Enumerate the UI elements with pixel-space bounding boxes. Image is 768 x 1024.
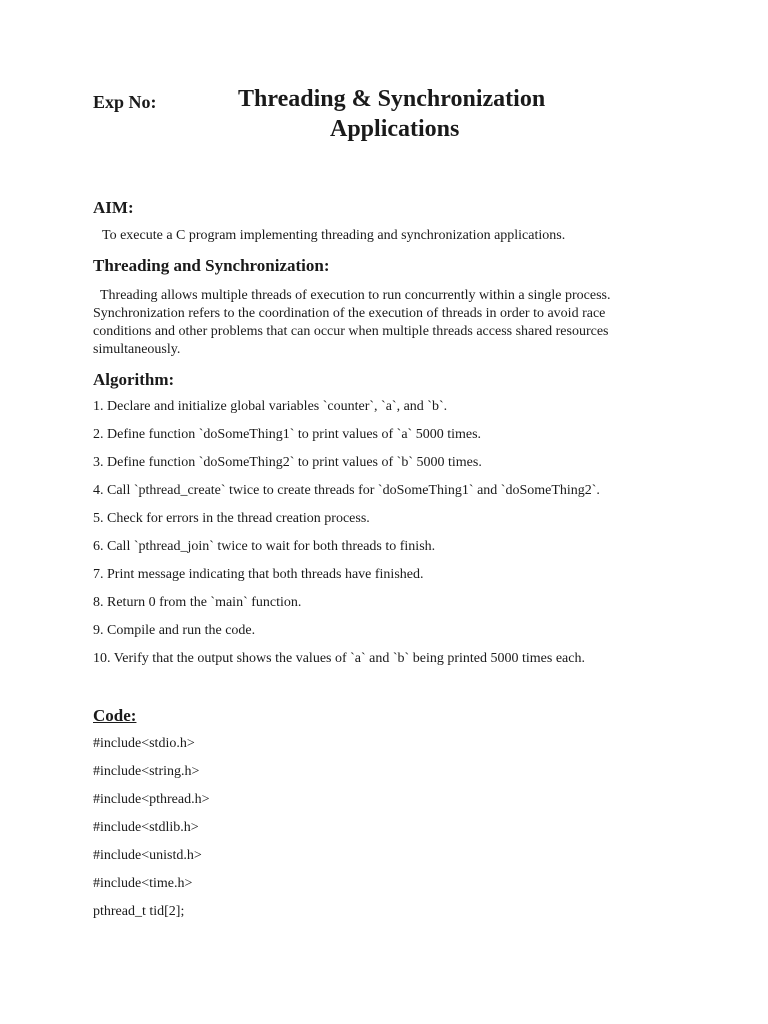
code-line: #include<stdio.h> (93, 736, 195, 751)
algorithm-step: 2. Define function `doSomeThing1` to print values of `a` 5000 times. (93, 427, 482, 442)
aim-text: To execute a C program implementing threading and synchronization applications. (102, 228, 566, 243)
code-block (93, 736, 209, 932)
algorithm-step: 6. Call `pthread_join` twice to wait for both threads to finish. (93, 539, 436, 554)
code-line: #include<pthread.h> (93, 792, 210, 807)
paragraph-line: Synchronization refers to the coordination of the execution of threads in order to avoid race (93, 306, 606, 321)
code-line: pthread_t tid[2]; (93, 904, 185, 919)
page-title-line-1: Threading & Synchronization (238, 86, 546, 112)
threading-heading: Threading and Synchronization: (93, 256, 330, 275)
paragraph-line: simultaneously. (93, 342, 181, 357)
algorithm-step: 3. Define function `doSomeThing2` to print values of `b` 5000 times. (93, 455, 482, 470)
paragraph-line: conditions and other problems that can occur when multiple threads access shared resources (93, 324, 609, 339)
aim-heading: AIM: (93, 198, 134, 217)
algorithm-step: 10. Verify that the output shows the values of `a` and `b` being printed 5000 times each. (93, 651, 585, 666)
algorithm-heading: Algorithm: (93, 370, 175, 389)
algorithm-step: 8. Return 0 from the `main` function. (93, 595, 302, 610)
code-heading: Code: (93, 706, 137, 725)
algorithm-step: 1. Declare and initialize global variables `counter`, `a`, and `b`. (93, 399, 448, 414)
paragraph-line: Threading allows multiple threads of execution to run concurrently within a single process. (100, 288, 611, 303)
code-line: #include<time.h> (93, 876, 193, 891)
algorithm-step: 5. Check for errors in the thread creation process. (93, 511, 370, 526)
algorithm-step: 4. Call `pthread_create` twice to create threads for `doSomeThing1` and `doSomeThing2`. (93, 483, 600, 498)
algorithm-step: 7. Print message indicating that both threads have finished. (93, 567, 424, 582)
algorithm-step: 9. Compile and run the code. (93, 623, 256, 638)
code-line: #include<stdlib.h> (93, 820, 199, 835)
code-line: #include<unistd.h> (93, 848, 202, 863)
threading-paragraph (93, 287, 693, 359)
page-title-line-2: Applications (330, 116, 460, 142)
algorithm-steps (93, 399, 600, 679)
exp-no-label: Exp No: (93, 92, 157, 112)
code-line: #include<string.h> (93, 764, 200, 779)
